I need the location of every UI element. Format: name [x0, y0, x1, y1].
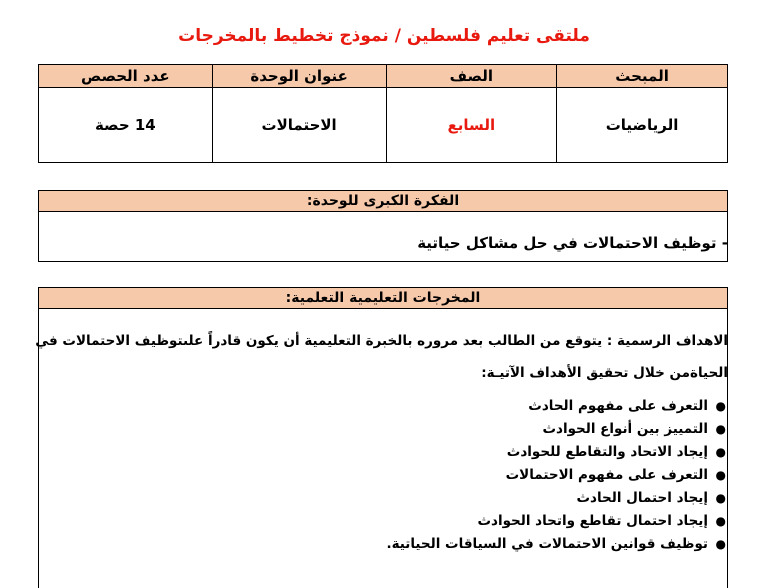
- goal-text: إيجاد احتمال تقاطع واتحاد الحوادث: [477, 513, 708, 529]
- value-unit-title: الاحتمالات: [212, 88, 386, 163]
- bullet-icon: ●: [715, 399, 726, 413]
- list-item: [386, 533, 728, 556]
- bullet-icon: ●: [715, 445, 726, 459]
- outcomes-heading: المخرجات التعليمية التعلمية:: [39, 288, 727, 309]
- header-grade: الصف: [386, 65, 557, 88]
- goal-text: التعرف على مفهوم الحادث: [528, 398, 708, 414]
- goal-text: إيجاد احتمال الحادث: [576, 490, 708, 506]
- table-row: [39, 88, 728, 163]
- unit-info-table: [38, 64, 728, 163]
- big-idea-heading: الفكرة الكبرى للوحدة:: [39, 191, 727, 212]
- big-idea-text: - توظيف الاحتمالات في حل مشاكل حياتية: [417, 234, 728, 252]
- table-header-row: [39, 65, 728, 88]
- goal-text: التمييز بين أنواع الحوادث: [542, 421, 708, 437]
- list-item: [386, 510, 728, 533]
- list-item: [386, 418, 728, 441]
- bullet-icon: ●: [715, 537, 726, 551]
- outcomes-intro-line-2: الحياةمن خلال تحقيق الأهداف الآتيـة:: [481, 365, 728, 381]
- outcomes-intro-line-1: الاهداف الرسمية : يتوقع من الطالب بعد مروره بالخبرة التعليمية أن يكون قادراً علىتوظيف الاحتمالات في: [35, 333, 728, 349]
- list-item: [386, 441, 728, 464]
- bullet-icon: ●: [715, 514, 726, 528]
- goal-text: التعرف على مفهوم الاحتمالات: [505, 467, 708, 483]
- value-lesson-count: 14 حصة: [39, 88, 213, 163]
- header-unit-title: عنوان الوحدة: [212, 65, 386, 88]
- bullet-icon: ●: [715, 422, 726, 436]
- bullet-icon: ●: [715, 468, 726, 482]
- list-item: [386, 464, 728, 487]
- header-subject: المبحث: [557, 65, 728, 88]
- goal-text: توظيف قوانين الاحتمالات في السياقات الحياتية.: [386, 536, 708, 552]
- header-lesson-count: عدد الحصص: [39, 65, 213, 88]
- value-subject: الرياضيات: [557, 88, 728, 163]
- bullet-icon: ●: [715, 491, 726, 505]
- value-grade: السابع: [386, 88, 557, 163]
- list-item: [386, 395, 728, 418]
- page-title: ملتقى تعليم فلسطين / نموذج تخطيط بالمخرجات: [178, 26, 590, 46]
- goal-text: إيجاد الاتحاد والتقاطع للحوادث: [506, 444, 708, 460]
- goals-list: [386, 395, 728, 556]
- list-item: [386, 487, 728, 510]
